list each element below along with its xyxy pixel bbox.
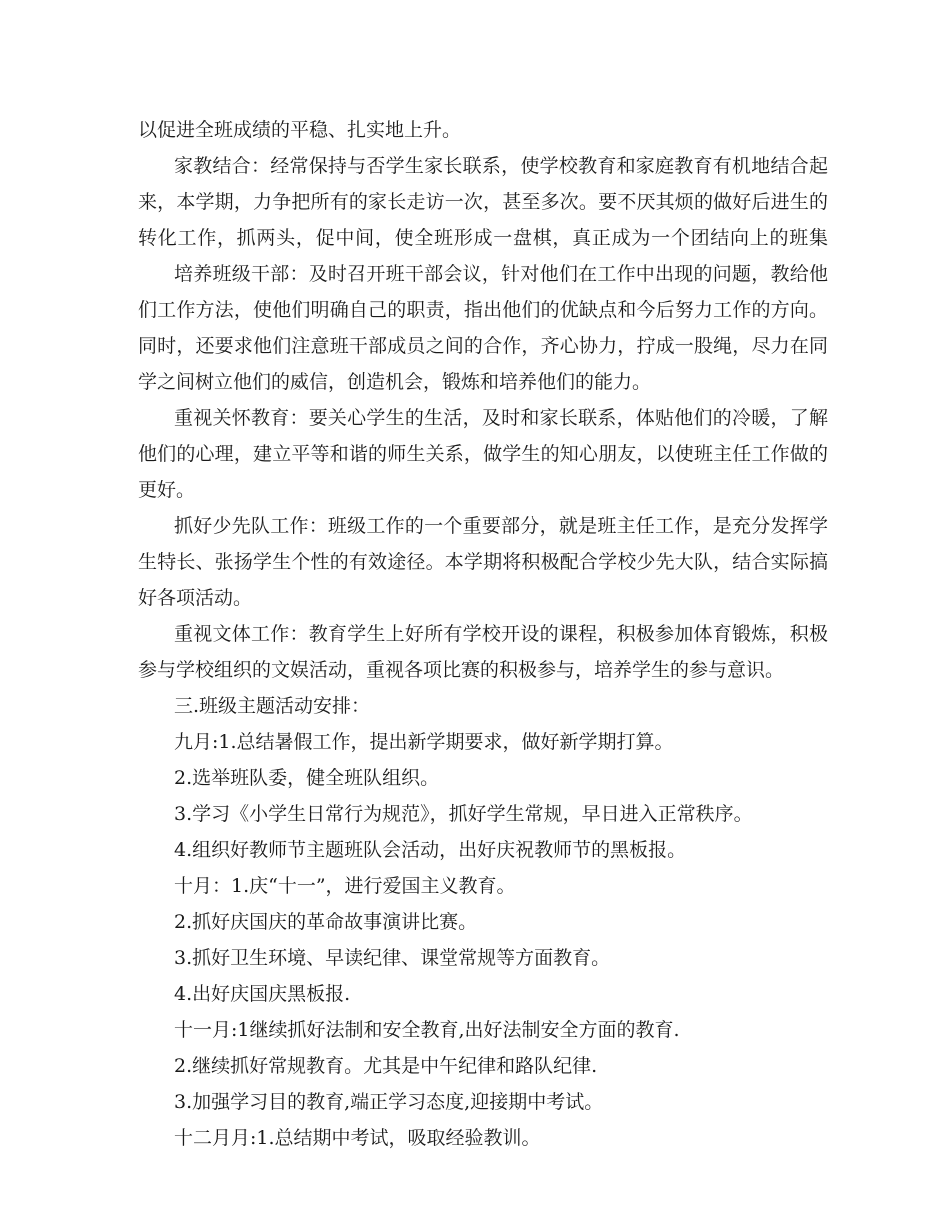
- text-line: 2.抓好庆国庆的革命故事演讲比赛。: [174, 911, 478, 933]
- text-line: 更好。: [138, 479, 196, 501]
- text-line: 家教结合：经常保持与否学生家长联系，使学校教育和家庭教育有机地结合起: [174, 155, 828, 177]
- text-line: 九月:1.总结暑假工作，提出新学期要求，做好新学期打算。: [174, 731, 674, 753]
- text-line: 同时，还要求他们注意班干部成员之间的合作，齐心协力，拧成一股绳，尽力在同: [138, 335, 828, 357]
- text-line: 来，本学期，力争把所有的家长走访一次，甚至多次。要不厌其烦的做好后进生的: [138, 191, 828, 213]
- text-line: 3.抓好卫生环境、早读纪律、课堂常规等方面教育。: [174, 947, 611, 969]
- text-line: 3.学习《小学生日常行为规范》，抓好学生常规，早日进入正常秩序。: [174, 803, 753, 825]
- text-line: 十一月:1继续抓好法制和安全教育,出好法制安全方面的教育.: [174, 1019, 680, 1041]
- text-line: 2.选举班队委，健全班队组织。: [174, 767, 440, 789]
- text-line: 抓好少先队工作：班级工作的一个重要部分，就是班主任工作，是充分发挥学: [174, 515, 828, 537]
- text-line: 十二月月:1.总结期中考试，吸取经验教训。: [174, 1127, 541, 1149]
- text-line: 十月：1.庆“十一”，进行爱国主义教育。: [174, 875, 516, 897]
- text-line: 们工作方法，使他们明确自己的职责，指出他们的优缺点和今后努力工作的方向。: [138, 299, 828, 321]
- text-line: 参与学校组织的文娱活动，重视各项比赛的积极参与，培养学生的参与意识。: [138, 659, 785, 681]
- text-line: 2.继续抓好常规教育。尤其是中午纪律和路队纪律.: [174, 1055, 598, 1077]
- text-line: 生特长、张扬学生个性的有效途径。本学期将积极配合学校少先大队，结合实际搞: [138, 551, 828, 573]
- text-line: 好各项活动。: [138, 587, 253, 609]
- text-line: 重视关怀教育：要关心学生的生活，及时和家长联系，体贴他们的冷暖，了解: [174, 407, 828, 429]
- text-line: 以促进全班成绩的平稳、扎实地上升。: [138, 119, 462, 141]
- document-body: [138, 112, 828, 1156]
- text-line: 3.加强学习目的教育,端正学习态度,迎接期中考试。: [174, 1091, 604, 1113]
- text-line: 转化工作，抓两头，促中间，使全班形成一盘棋，真正成为一个团结向上的班集: [138, 227, 828, 249]
- text-line: 4.组织好教师节主题班队会活动，出好庆祝教师节的黑板报。: [174, 839, 687, 861]
- text-line: 重视文体工作：教育学生上好所有学校开设的课程，积极参加体育锻炼，积极: [174, 623, 828, 645]
- text-line: 三.班级主题活动安排：: [174, 695, 371, 717]
- text-line: 学之间树立他们的威信，创造机会，锻炼和培养他们的能力。: [138, 371, 652, 393]
- text-line: 他们的心理，建立平等和谐的师生关系，做学生的知心朋友，以使班主任工作做的: [138, 443, 828, 465]
- text-line: 培养班级干部：及时召开班干部会议，针对他们在工作中出现的问题，教给他: [174, 263, 828, 285]
- text-line: 4.出好庆国庆黑板报.: [174, 983, 351, 1005]
